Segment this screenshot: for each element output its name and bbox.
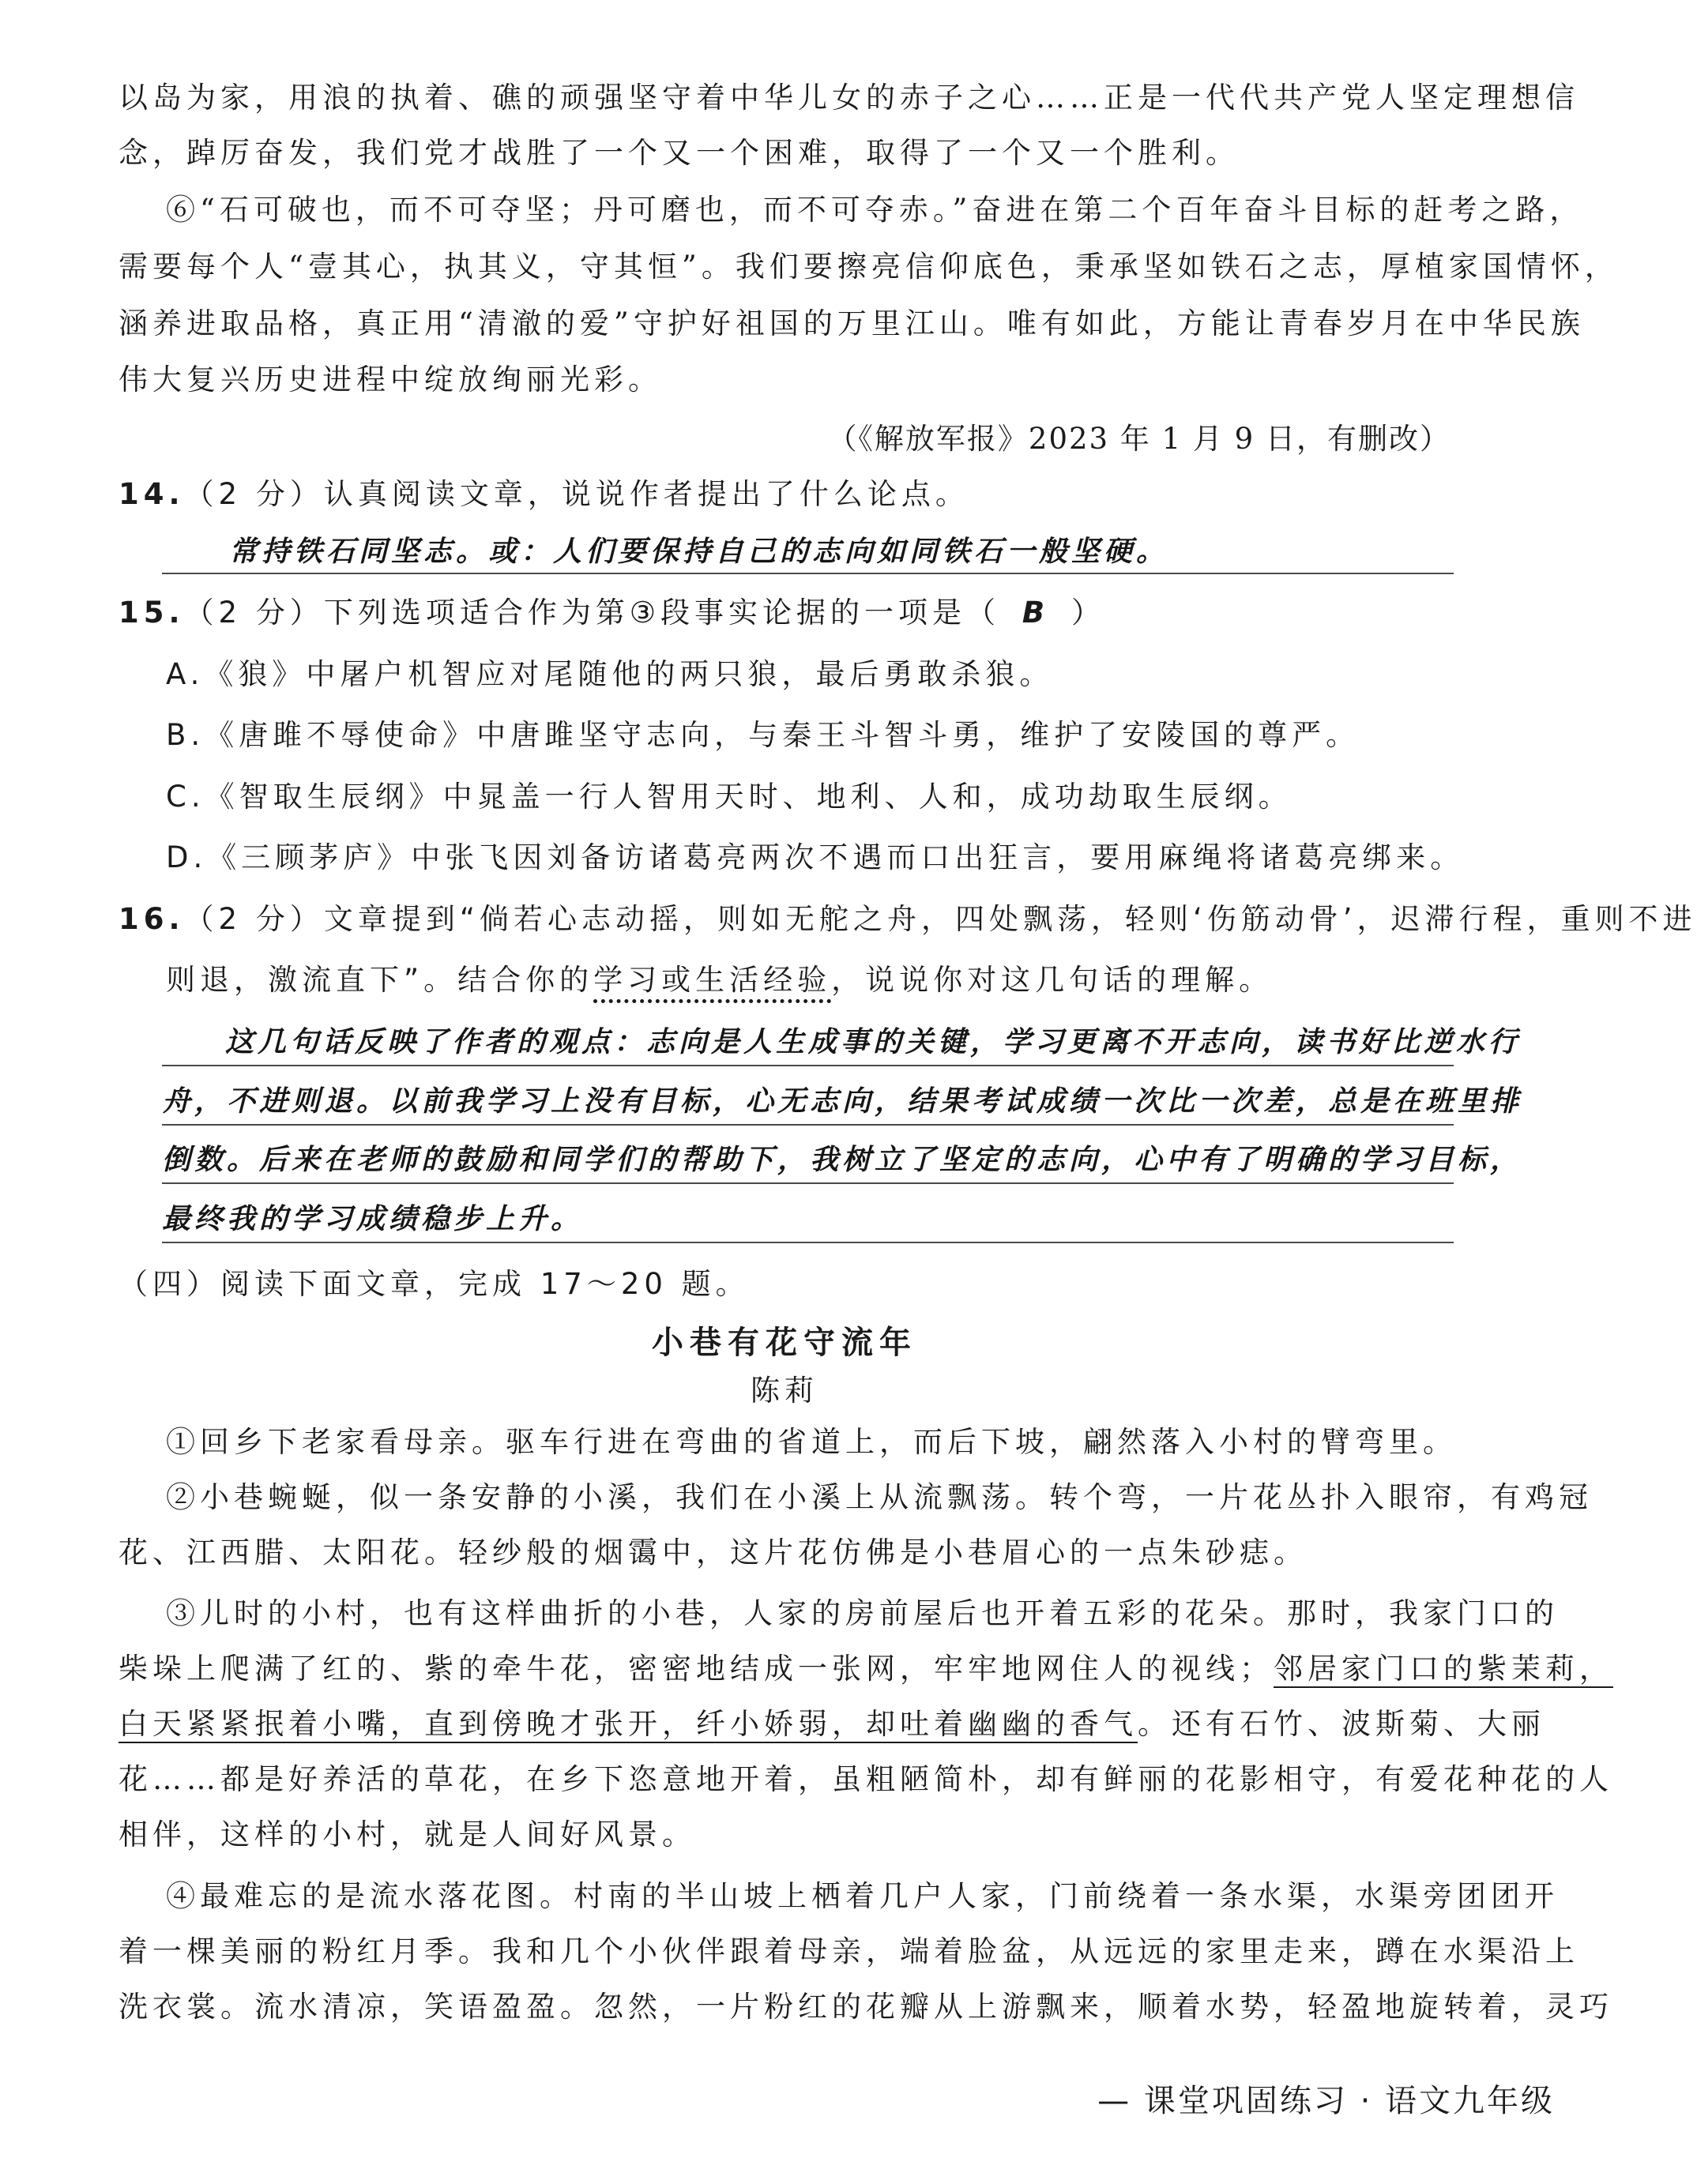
section-heading: （四）阅读下面文章，完成 17～20 题。 (119, 1267, 750, 1301)
article-author: 陈莉 (751, 1374, 818, 1408)
passage-line: ⑥“石可破也，而不可夺坚；丹可磨也，而不可夺赤。”奋进在第二个百年奋斗目标的赶考之路， (166, 193, 1584, 227)
underlined-text: 白天紧紧抿着小嘴，直到傍晚才张开，纤小娇弱，却吐着幽幽的香气 (119, 1707, 1138, 1741)
passage-line: 需要每个人“壹其心，执其义，守其恒”。我们要擦亮信仰底色，秉承坚如铁石之志，厚植家国情怀， (119, 250, 1619, 284)
underlined-text: 邻居家门口的紫茉莉， (1274, 1652, 1613, 1686)
paragraph-line: 相伴，这样的小村，就是人间好风景。 (119, 1817, 696, 1851)
question-14 (119, 474, 1454, 515)
paragraph-line: 着一棵美丽的粉红月季。我和几个小伙伴跟着母亲，端着脸盆，从远远的家里走来，蹲在水渠沿上 (119, 1934, 1579, 1968)
question-number: 16. (119, 902, 185, 936)
answer-line (162, 1182, 1454, 1184)
passage-line: 念，踔厉奋发，我们党才战胜了一个又一个困难，取得了一个又一个胜利。 (119, 136, 1240, 170)
question-16 (119, 899, 1697, 940)
paragraph-line: ④最难忘的是流水落花图。村南的半山坡上栖着几户人家，门前绕着一条水渠，水渠旁团团开 (166, 1879, 1559, 1913)
paragraph-text: 。还有石竹、波斯菊、大丽 (1138, 1707, 1545, 1741)
answer-line (162, 1242, 1454, 1243)
paragraph-line: ①回乡下老家看母亲。驱车行进在弯曲的省道上，而后下坡，翩然落入小村的臂弯里。 (166, 1425, 1457, 1459)
paragraph-line (119, 1704, 1545, 1745)
answer-line (162, 1065, 1454, 1066)
answer-16-line: 最终我的学习成绩稳步上升。 (162, 1202, 584, 1235)
answer-16-line: 倒数。后来在老师的鼓励和同学们的帮助下，我树立了坚定的志向，心中有了明确的学习目标， (162, 1143, 1523, 1176)
passage-line: 涵养进取品格，真正用“清澈的爱”守护好祖国的万里江山。唯有如此，方能让青春岁月在中华民族 (119, 306, 1585, 340)
question-text: （2 分）认真阅读文章，说说作者提出了什么论点。 (184, 477, 969, 511)
question-number: 15. (119, 596, 185, 630)
paragraph-line: 花、江西腊、太阳花。轻纱般的烟霭中，这片花仿佛是小巷眉心的一点朱砂痣。 (119, 1536, 1308, 1569)
paragraph-line: 花……都是好养活的草花，在乡下恣意地开着，虽粗陋简朴，却有鲜丽的花影相守，有爱花种花的人 (119, 1762, 1613, 1796)
question-number: 14. (119, 477, 185, 511)
passage-line: 以岛为家，用浪的执着、礁的顽强坚守着中华儿女的赤子之心……正是一代代共产党人坚定理想信 (119, 81, 1579, 115)
option-a: A.《狼》中屠户机智应对尾随他的两只狼，最后勇敢杀狼。 (166, 657, 1054, 691)
emphasis-dotted: 学习或生活经验 (593, 963, 832, 997)
question-16-line2 (166, 960, 1454, 1001)
answer-line (162, 573, 1454, 574)
paragraph-line: ③儿时的小村，也有这样曲折的小巷，人家的房前屋后也开着五彩的花朵。那时，我家门口的 (166, 1596, 1559, 1630)
answer-16-line: 舟，不进则退。以前我学习上没有目标，心无志向，结果考试成绩一次比一次差，总是在班里排 (162, 1084, 1523, 1118)
answer-16-line: 这几句话反映了作者的观点：志向是人生成事的关键，学习更离不开志向，读书好比逆水行 (225, 1025, 1522, 1058)
article-title: 小巷有花守流年 (652, 1325, 917, 1361)
question-text: ，说说你对这几句话的理解。 (831, 963, 1274, 997)
answer-15: B (1022, 596, 1050, 630)
question-text: （2 分）文章提到“倘若心志动摇，则如无舵之舟，四处飘荡，轻则‘伤筋动骨’，迟滞行程，重则不进 (184, 902, 1697, 936)
question-text-end: ） (1071, 596, 1106, 630)
paragraph-text: 柴垛上爬满了红的、紫的牵牛花，密密地结成一张网，牢牢地网住人的视线； (119, 1652, 1274, 1686)
passage-line: 伟大复兴历史进程中绽放绚丽光彩。 (119, 363, 662, 397)
option-d: D.《三顾茅庐》中张飞因刘备访诸葛亮两次不遇而口出狂言，要用麻绳将诸葛亮绑来。 (166, 840, 1465, 874)
question-15 (119, 592, 1454, 633)
paragraph-line (119, 1648, 1613, 1690)
answer-line (162, 1124, 1454, 1126)
paragraph-line: 洗衣裳。流水清凉，笑语盈盈。忽然，一片粉红的花瓣从上游飘来，顺着水势，轻盈地旋转着，灵巧 (119, 1990, 1613, 2024)
question-text: （2 分）下列选项适合作为第③段事实论据的一项是（ (184, 596, 1001, 630)
question-text: 则退，激流直下”。结合你的 (166, 963, 594, 997)
page-footer: — 课堂巩固练习 · 语文九年级 (1097, 2083, 1555, 2119)
passage-source: （《解放军报》2023 年 1 月 9 日，有删改） (827, 422, 1451, 456)
option-b: B.《唐雎不辱使命》中唐雎坚守志向，与秦王斗智斗勇，维护了安陵国的尊严。 (166, 718, 1360, 752)
option-c: C.《智取生辰纲》中晁盖一行人智用天时、地利、人和，成功劫取生辰纲。 (166, 780, 1293, 814)
answer-14: 常持铁石同坚志。或：人们要保持自己的志向如同铁石一般坚硬。 (229, 535, 1169, 568)
paragraph-line: ②小巷蜿蜒，似一条安静的小溪，我们在小溪上从流飘荡。转个弯，一片花丛扑入眼帘，有鸡冠 (166, 1480, 1593, 1514)
